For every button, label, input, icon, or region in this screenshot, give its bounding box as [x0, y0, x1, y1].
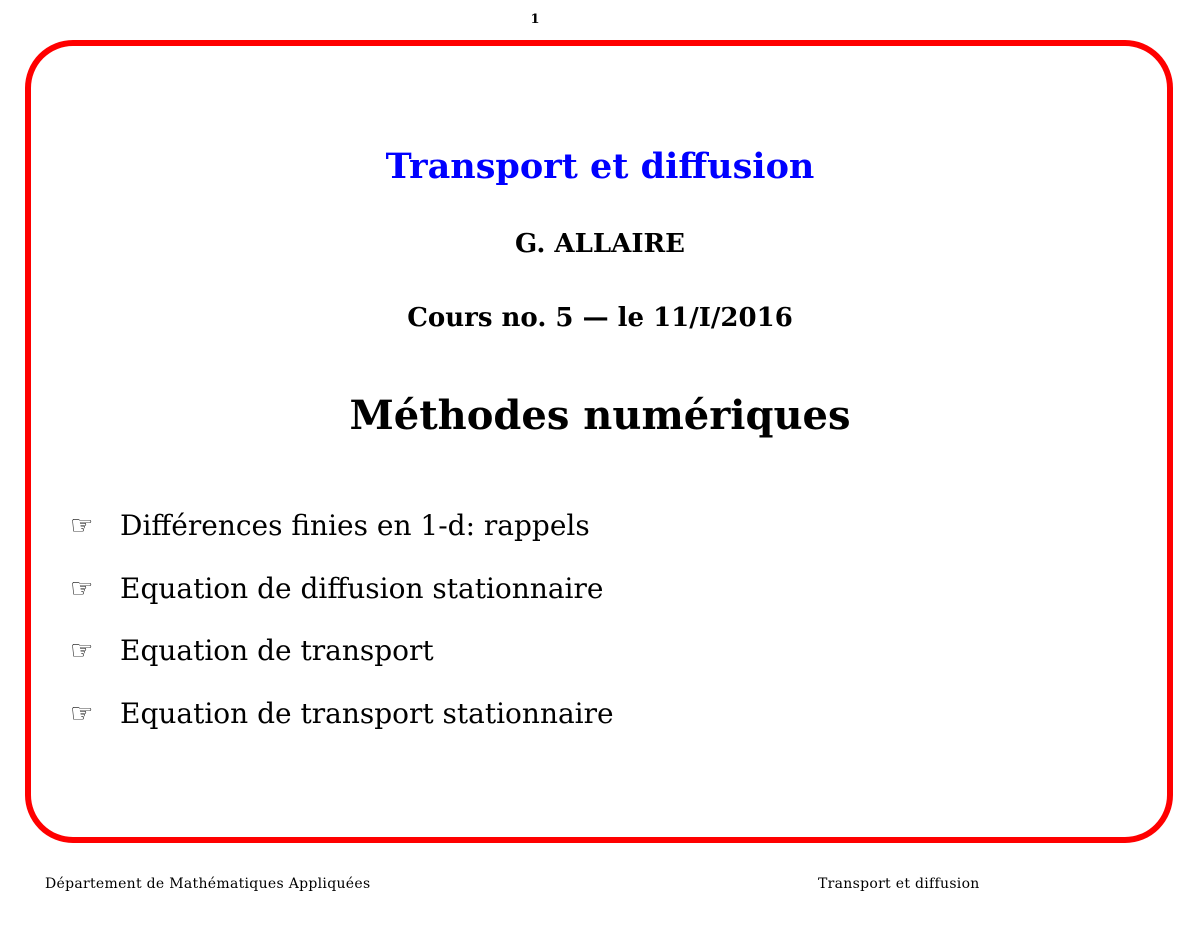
list-item — [70, 569, 614, 632]
list-item — [70, 694, 614, 757]
pointing-hand-icon: ☞ — [70, 699, 94, 730]
pointing-hand-icon: ☞ — [70, 511, 94, 541]
slide-title: Transport et diffusion — [385, 146, 815, 187]
bullet-text: Equation de transport stationnaire — [120, 697, 614, 731]
pointing-hand-icon: ☞ — [70, 636, 94, 667]
footer-department: Département de Mathématiques Appliquées — [45, 876, 371, 892]
list-item — [70, 631, 614, 694]
section-heading: Méthodes numériques — [349, 392, 851, 439]
bullet-list — [70, 506, 614, 757]
page-number: 1 — [530, 12, 540, 27]
author: G. ALLAIRE — [515, 229, 685, 259]
course-line: Cours no. 5 — le 11/I/2016 — [407, 303, 793, 333]
bullet-text: Différences finies en 1-d: rappels — [120, 509, 590, 542]
pointing-hand-icon: ☞ — [70, 573, 94, 604]
bullet-text: Equation de diffusion stationnaire — [120, 571, 604, 605]
bullet-text: Equation de transport — [120, 634, 434, 668]
footer-course-title: Transport et diffusion — [818, 876, 980, 892]
list-item — [70, 506, 614, 569]
